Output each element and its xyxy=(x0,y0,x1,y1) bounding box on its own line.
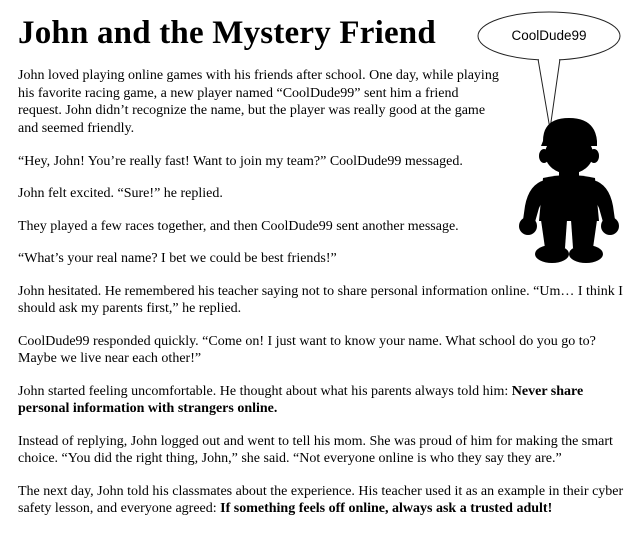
paragraph-text: John hesitated. He remembered his teacher saying not to share personal information online. “Um… I think I should ask my parents first,” he replied. xyxy=(18,283,623,316)
paragraph-text: CoolDude99 responded quickly. “Come on! I just want to know your name. What school do you go to? Maybe we live near each other!” xyxy=(18,333,596,366)
paragraph-text: John started feeling uncomfortable. He thought about what his parents always told him: xyxy=(18,383,512,399)
paragraph xyxy=(18,250,628,268)
paragraph-text: John loved playing online games with his friends after school. One day, while playing his favorite racing game, a new player named “CoolDude99” sent him a friend request. John didn’t recognize the name, but the player was really good at the game and seemed friendly. xyxy=(18,68,499,136)
paragraph xyxy=(18,283,628,318)
story-body xyxy=(18,67,628,533)
paragraph xyxy=(18,383,628,418)
paragraph-text: John felt excited. “Sure!” he replied. xyxy=(18,186,223,201)
paragraph xyxy=(18,153,506,171)
paragraph xyxy=(18,433,628,468)
paragraph-emphasis: If something feels off online, always ask a trusted adult! xyxy=(220,501,553,516)
paragraph xyxy=(18,333,628,368)
paragraph-text: Instead of replying, John logged out and went to tell his mom. She was proud of him for making the smart choice. “You did the right thing, John,” she said. “Not everyone online is who they say they are.” xyxy=(18,433,613,466)
story-title: John and the Mystery Friend xyxy=(18,15,436,51)
paragraph xyxy=(18,67,503,137)
paragraph xyxy=(18,483,628,518)
paragraph-text: “What’s your real name? I bet we could be best friends!” xyxy=(18,251,337,266)
paragraph-text: The next day, John told his classmates about the experience. His teacher used it as an example in their cyber safety lesson, and everyone agreed: xyxy=(18,483,624,516)
speech-bubble-text: CoolDude99 xyxy=(511,28,587,43)
paragraph-emphasis: Never share personal information with strangers online. xyxy=(18,383,584,416)
paragraph-text: “Hey, John! You’re really fast! Want to join my team?” CoolDude99 messaged. xyxy=(18,153,463,169)
paragraph xyxy=(18,218,506,236)
paragraph-text: They played a few races together, and then CoolDude99 sent another message. xyxy=(18,218,459,234)
paragraph xyxy=(18,185,506,203)
